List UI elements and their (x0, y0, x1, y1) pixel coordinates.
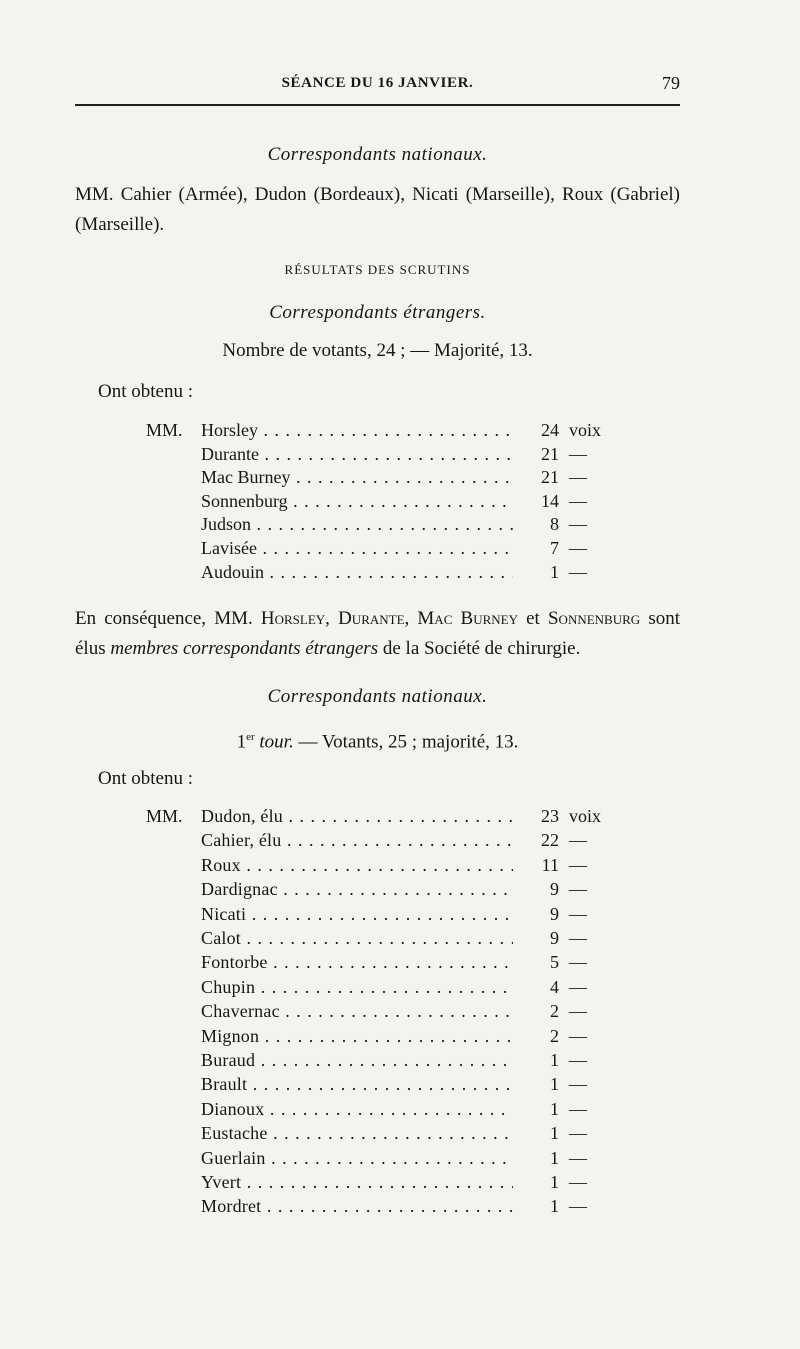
result-row (146, 830, 626, 854)
first-round-line (75, 731, 680, 753)
vote-count: 2 (550, 1025, 559, 1046)
vote-unit: — (569, 1098, 587, 1119)
mm-label: MM. (146, 806, 183, 826)
round-rest: — Votants, 25 ; majorité, 13. (293, 731, 519, 753)
vote-unit: — (569, 1123, 587, 1144)
vote-unit: — (569, 952, 587, 973)
candidate-name: Guerlain . . . (201, 1148, 513, 1169)
candidate-name: Dardignac . . . (201, 879, 513, 900)
vote-unit: — (569, 854, 587, 875)
candidate-name: Brault . . . (201, 1074, 513, 1095)
result-row (146, 538, 626, 562)
result-row (146, 514, 626, 538)
candidate-name: Mac Burney . . . (201, 467, 513, 488)
candidate-name: Cahier, élu . . . (201, 830, 513, 851)
vote-count: 2 (550, 1001, 559, 1022)
candidate-name: Mignon . . . (201, 1026, 513, 1047)
candidate-name: Mordret . . . (201, 1196, 513, 1217)
candidate-name: Judson . . . (201, 514, 513, 535)
consequence-part3: sont élus (75, 608, 680, 659)
vote-unit: — (569, 1050, 587, 1070)
candidate-name: Fontorbe . . . (201, 952, 513, 973)
result-row (146, 1123, 626, 1147)
candidate-name: Chupin . . . (201, 977, 513, 998)
result-row (146, 879, 626, 903)
elected-names: Horsley, Durante, Mac Burney (260, 608, 518, 629)
result-row (146, 1172, 626, 1196)
vote-count: 5 (550, 952, 559, 973)
result-row (146, 491, 626, 515)
candidate-name: Roux . . . (201, 855, 513, 876)
result-row (146, 467, 626, 491)
candidate-name: Eustache . . . (201, 1123, 513, 1144)
result-row (146, 1026, 626, 1050)
vote-unit: — (569, 561, 587, 582)
page-header (75, 72, 680, 100)
vote-count: 1 (550, 1172, 559, 1192)
candidate-name: Dudon, élu . . . (201, 806, 513, 827)
foreign-heading: Correspondants étrangers. (269, 302, 486, 323)
round-ordinal-sup: er (246, 731, 255, 743)
candidate-name: Horsley . . . (201, 420, 513, 441)
result-row (146, 1148, 626, 1172)
vote-count: 21 (541, 443, 559, 464)
ont-obtenu-1: Ont obtenu : (98, 381, 193, 402)
candidate-name: Lavisée . . . (201, 538, 513, 559)
vote-count: 14 (541, 490, 559, 511)
vote-count: 4 (550, 976, 559, 997)
vote-count: 1 (550, 1050, 559, 1070)
vote-unit: — (569, 976, 587, 997)
vote-count: 1 (550, 1074, 559, 1095)
result-row (146, 928, 626, 952)
candidate-name: Sonnenburg . . . (201, 491, 513, 512)
result-row (146, 855, 626, 879)
result-row (146, 977, 626, 1001)
result-row (146, 1001, 626, 1025)
running-title: SÉANCE DU 16 JANVIER. (281, 75, 474, 91)
vote-unit: — (569, 903, 587, 924)
vote-count: 7 (550, 538, 559, 558)
vote-count: 11 (541, 854, 559, 875)
vote-count: 9 (550, 903, 559, 924)
vote-count: 9 (550, 879, 559, 900)
mm-label: MM. (146, 420, 183, 440)
candidate-name: Chavernac . . . (201, 1001, 513, 1022)
candidate-name: Nicati . . . (201, 904, 513, 925)
vote-unit: — (569, 467, 587, 488)
candidate-name: Calot . . . (201, 928, 513, 949)
result-row (146, 420, 626, 444)
vote-count: 8 (550, 514, 559, 535)
vote-unit: — (569, 879, 587, 900)
round-tour: tour. (259, 731, 294, 753)
consequence-part4: de la Société de chirurgie. (378, 638, 581, 659)
result-row (146, 1099, 626, 1123)
vote-count: 23 (541, 806, 559, 826)
header-rule (75, 104, 680, 106)
national-heading-1: Correspondants nationaux. (267, 144, 488, 165)
ont-obtenu-2: Ont obtenu : (98, 768, 193, 789)
candidate-name: Buraud . . . (201, 1050, 513, 1071)
result-row (146, 952, 626, 976)
result-row (146, 1050, 626, 1074)
vote-unit: — (569, 514, 587, 535)
candidate-name: Audouin . . . (201, 562, 513, 583)
candidate-name: Dianoux . . . (201, 1099, 513, 1120)
vote-count: 22 (541, 830, 559, 851)
round-ordinal: 1 (236, 731, 247, 753)
vote-unit: — (569, 928, 587, 948)
vote-unit: — (569, 1074, 587, 1095)
result-row (146, 562, 626, 586)
consequence-part1: En conséquence, MM. (75, 608, 261, 629)
vote-count: 24 (541, 420, 559, 440)
vote-unit: — (569, 1147, 587, 1168)
vote-unit: — (569, 443, 587, 464)
page-number: 79 (662, 73, 680, 93)
vote-unit: voix (569, 806, 602, 826)
vote-unit: — (569, 538, 587, 558)
vote-count: 21 (541, 467, 559, 488)
candidate-name: Yvert . . . (201, 1172, 513, 1193)
vote-unit: — (569, 490, 587, 511)
consequence-emphasis: membres correspondants étrangers (110, 638, 379, 659)
candidate-name: Durante . . . (201, 444, 513, 465)
consequence-part2: et (517, 608, 548, 629)
vote-count: 9 (550, 928, 559, 948)
result-row (146, 904, 626, 928)
vote-unit: voix (569, 420, 602, 440)
vote-count: 1 (550, 561, 559, 582)
result-row (146, 444, 626, 468)
vote-unit: — (569, 1196, 587, 1217)
national-heading-2: Correspondants nationaux. (267, 686, 488, 707)
vote-count: 1 (550, 1196, 559, 1217)
vote-count: 1 (550, 1147, 559, 1168)
vote-unit: — (569, 1025, 587, 1046)
result-row (146, 1074, 626, 1098)
foreign-votes-line: Nombre de votants, 24 ; — Majorité, 13. (222, 340, 533, 361)
vote-count: 1 (550, 1123, 559, 1144)
vote-unit: — (569, 1001, 587, 1022)
result-row (146, 1196, 626, 1220)
results-heading: RÉSULTATS DES SCRUTINS (284, 262, 471, 277)
consequence-paragraph (75, 604, 680, 664)
national-paragraph: MM. Cahier (Armée), Dudon (Bordeaux), Nicati (Marseille), Roux (Gabriel) (Marseille). (75, 184, 680, 235)
vote-unit: — (569, 1172, 587, 1192)
vote-count: 1 (550, 1098, 559, 1119)
vote-unit: — (569, 830, 587, 851)
result-row (146, 806, 626, 830)
elected-name-last: Sonnenburg (547, 608, 641, 629)
